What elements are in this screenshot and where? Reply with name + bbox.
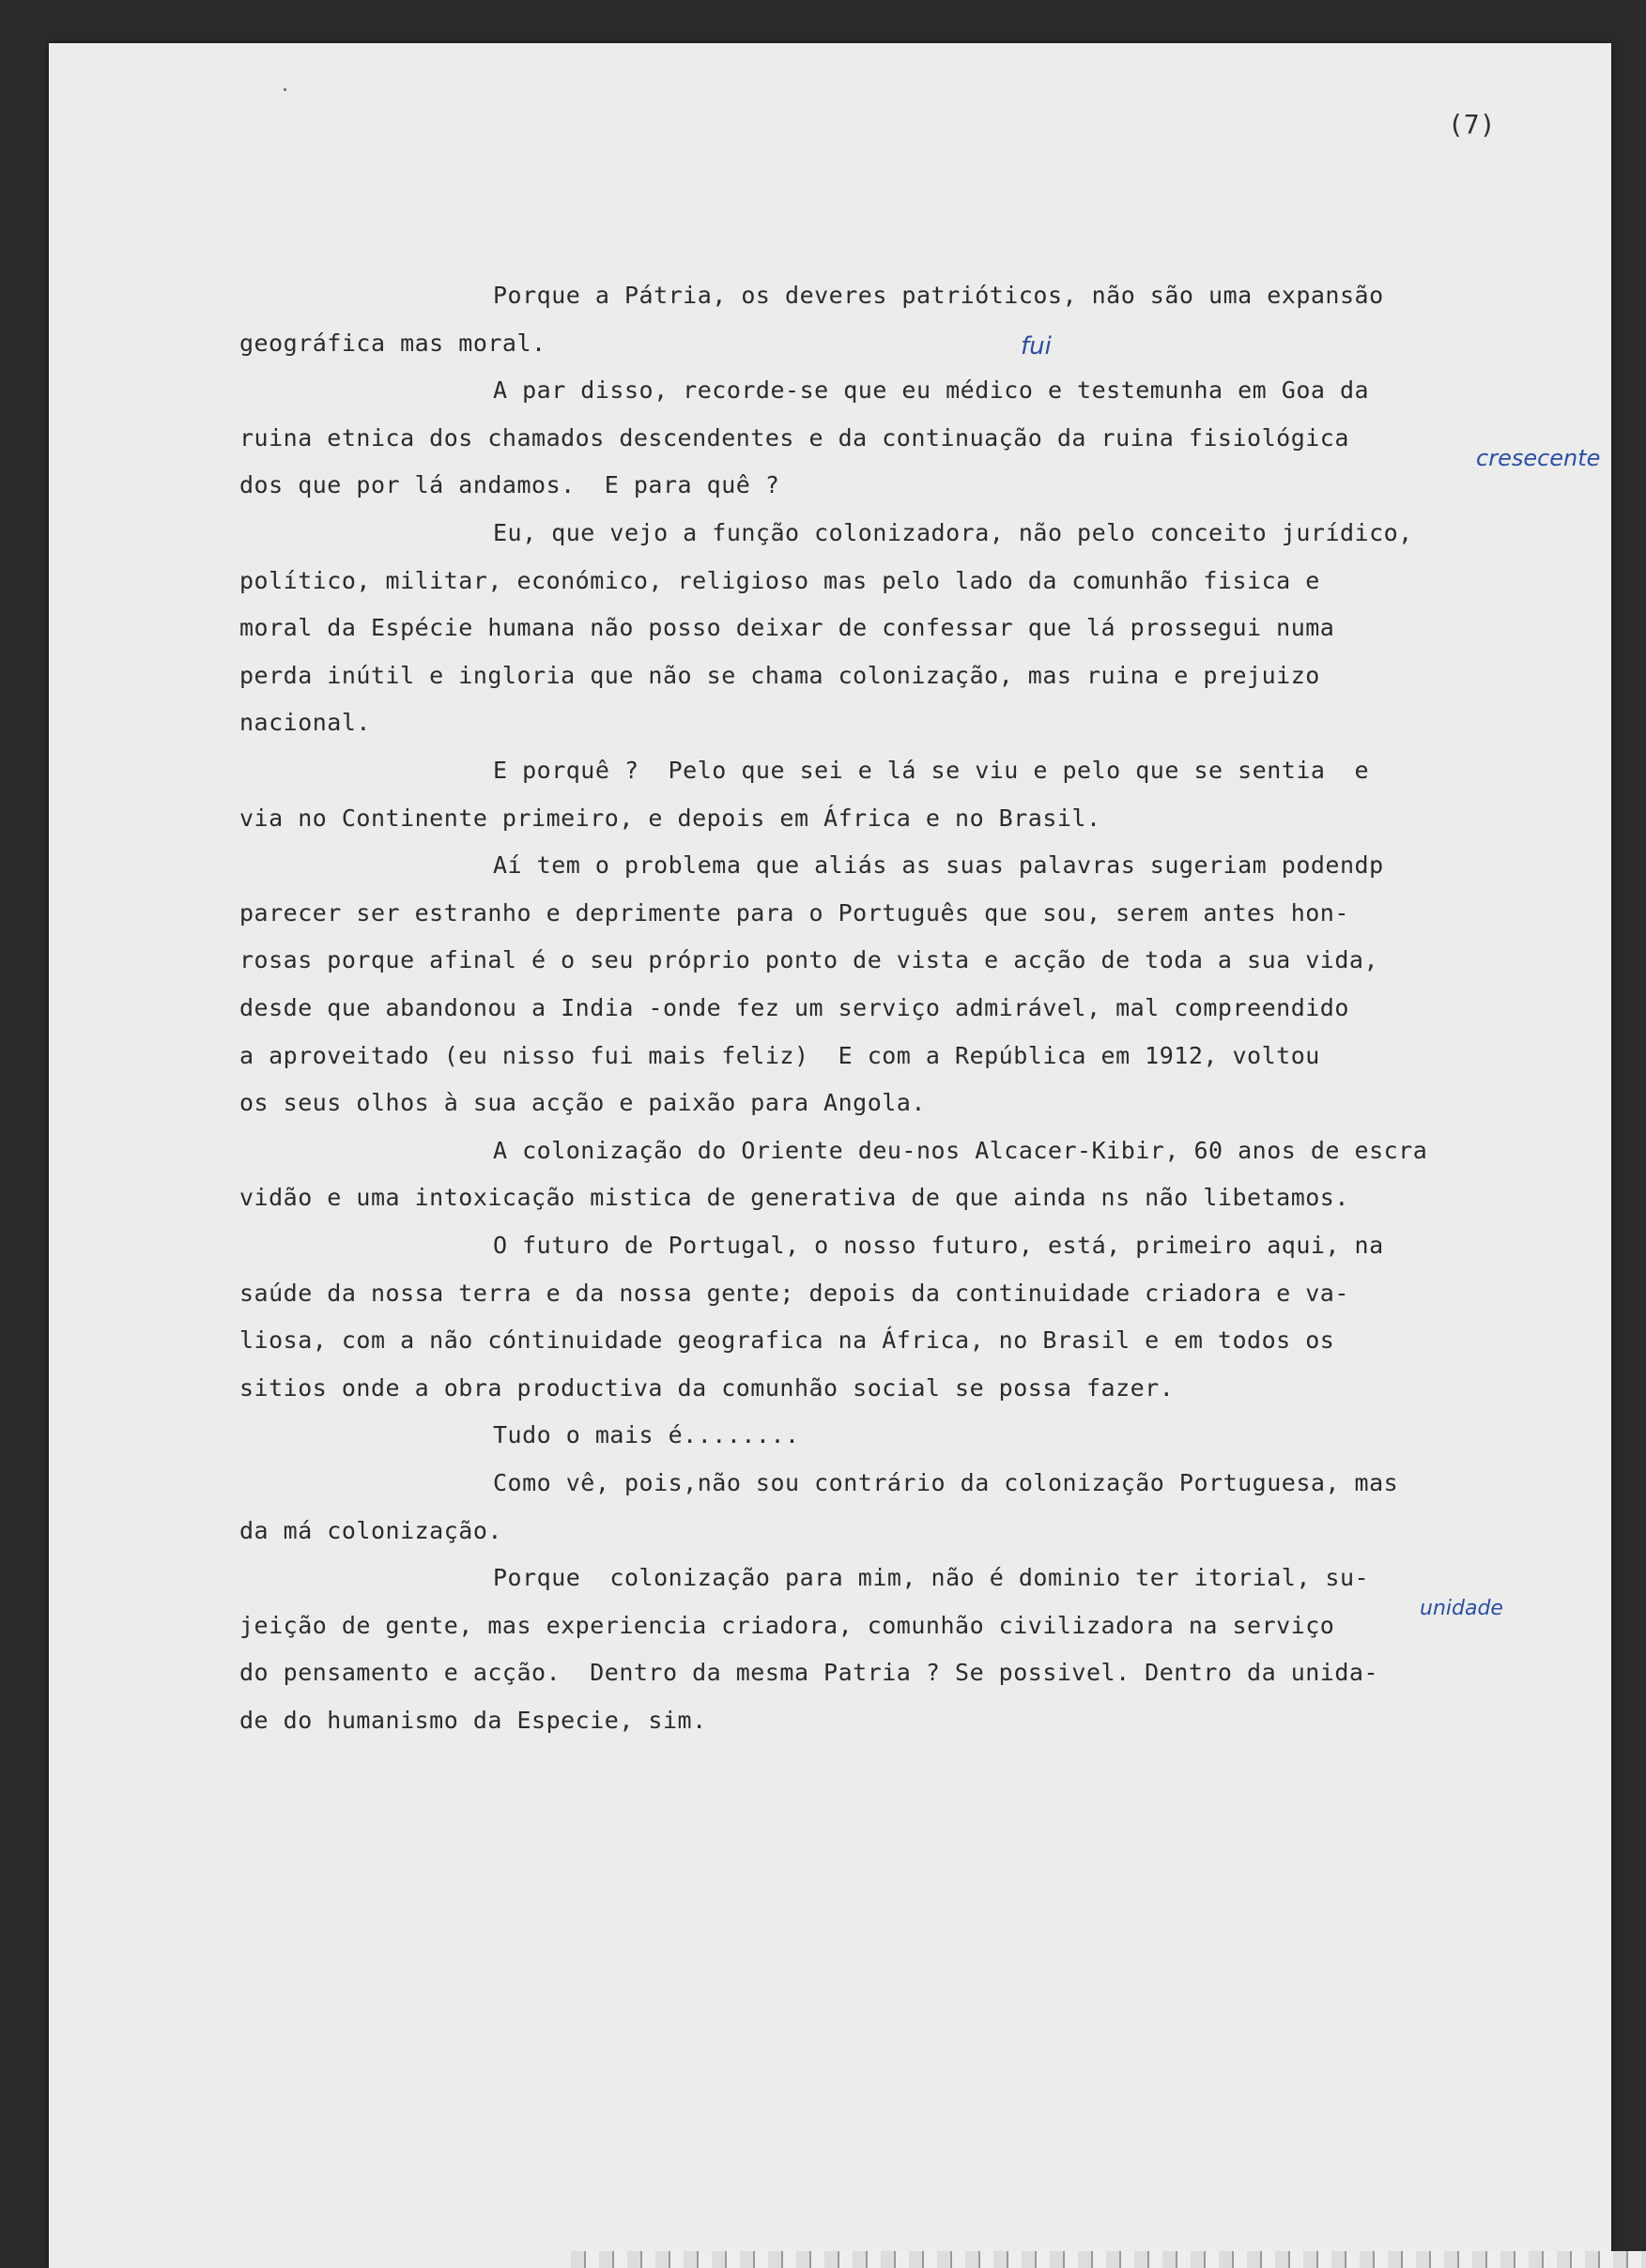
text-line: geográfica mas moral. xyxy=(239,329,546,357)
handwritten-note-fui: fui xyxy=(1021,332,1052,360)
text-line: E porquê ? Pelo que sei e lá se viu e pelo que se sentia e xyxy=(493,757,1370,784)
text-line: político, militar, económico, religioso mas pelo lado da comunhão fisica e xyxy=(239,566,1320,594)
text-line: jeição de gente, mas experiencia criadora, comunhão civilizadora na serviço xyxy=(239,1611,1335,1639)
text-line: Eu, que vejo a função colonizadora, não pelo conceito jurídico, xyxy=(493,519,1413,546)
text-line: de do humanismo da Especie, sim. xyxy=(239,1707,707,1734)
paper-speck xyxy=(284,88,286,91)
document-page xyxy=(49,43,1611,2268)
text-line: A par disso, recorde-se que eu médico e testemunha em Goa da xyxy=(493,376,1370,405)
text-line: da má colonização. xyxy=(239,1516,502,1544)
text-line: O futuro de Portugal, o nosso futuro, está, primeiro aqui, na xyxy=(493,1232,1384,1259)
text-line: ruina etnica dos chamados descendentes e da continuação da ruina fisiológica xyxy=(239,423,1349,452)
text-line: rosas porque afinal é o seu próprio ponto de vista e acção de toda a sua vida, xyxy=(239,946,1378,974)
text-line: Tudo o mais é........ xyxy=(493,1421,800,1449)
handwritten-note-crescente: cresecente xyxy=(1476,445,1601,471)
text-line: sitios onde a obra productiva da comunhão social se possa fazer. xyxy=(239,1373,1175,1402)
text-line: os seus olhos à sua acção e paixão para Angola. xyxy=(239,1089,926,1117)
text-line: dos que por lá andamos. E para quê ? xyxy=(239,471,780,499)
text-line: vidão e uma intoxicação mistica de generativa de que ainda ns não libetamos. xyxy=(239,1184,1349,1212)
text-line: desde que abandonou a India -onde fez um serviço admirável, mal compreendido xyxy=(239,994,1349,1021)
text-line: liosa, com a não cóntinuidade geografica na África, no Brasil e em todos os xyxy=(239,1326,1335,1355)
text-line: perda inútil e ingloria que não se chama colonização, mas ruina e prejuizo xyxy=(239,661,1320,689)
text-line: do pensamento e acção. Dentro da mesma Patria ? Se possivel. Dentro da unida- xyxy=(239,1659,1378,1687)
text-line: A colonização do Oriente deu-nos Alcacer-Kibir, 60 anos de escra xyxy=(493,1136,1428,1164)
page-number: (7) xyxy=(1448,109,1496,140)
text-line: moral da Espécie humana não posso deixar de confessar que lá prossegui numa xyxy=(239,614,1335,642)
text-line: Porque colonização para mim, não é dominio ter itorial, su- xyxy=(493,1564,1370,1592)
text-line: Porque a Pátria, os deveres patrióticos, não são uma expansão xyxy=(493,282,1384,309)
text-line: nacional. xyxy=(239,709,371,737)
scanner-ruler-strip xyxy=(571,2251,1646,2268)
handwritten-note-unidade: unidade xyxy=(1420,1597,1503,1620)
text-line: Aí tem o problema que aliás as suas palavras sugeriam podendp xyxy=(493,851,1384,880)
text-line: parecer ser estranho e deprimente para o Português que sou, serem antes hon- xyxy=(239,898,1349,927)
text-line: saúde da nossa terra e da nossa gente; depois da continuidade criadora e va- xyxy=(239,1279,1349,1307)
text-line: a aproveitado (eu nisso fui mais feliz) E com a República em 1912, voltou xyxy=(239,1041,1320,1069)
text-line: Como vê, pois,não sou contrário da colonização Portuguesa, mas xyxy=(493,1469,1399,1496)
text-line: via no Continente primeiro, e depois em África e no Brasil. xyxy=(239,804,1101,832)
